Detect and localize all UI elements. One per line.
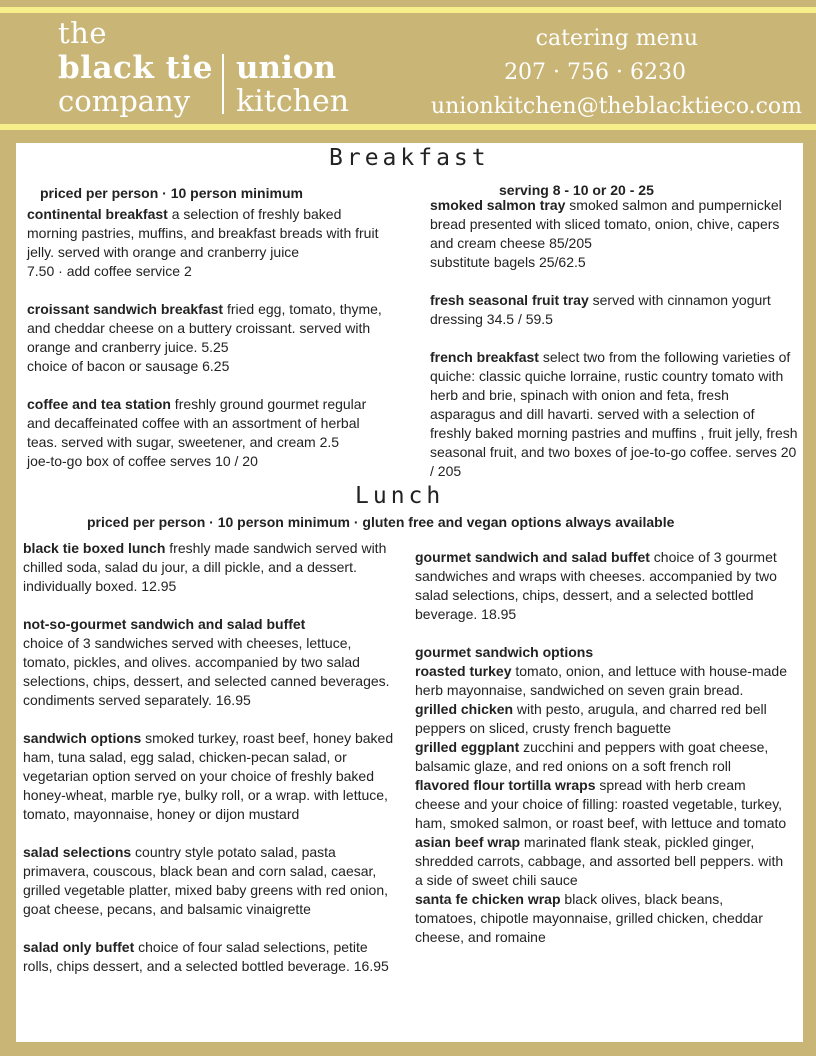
menu-item-desc: zucchini and peppers with goat cheese, balsamic glaze, and red onions on a soft french roll <box>415 739 769 774</box>
menu-item <box>430 196 798 272</box>
menu-item-desc: choice of 3 sandwiches served with cheeses, lettuce, tomato, pickles, and olives. accompanied by two salad selections, chips, dessert, and selected canned beverages. condiments served separately. 16.95 <box>23 635 390 708</box>
menu-item-name: grilled chicken <box>415 701 514 717</box>
lunch-title: Lunch <box>355 483 445 509</box>
menu-item-name: sandwich options <box>23 730 142 746</box>
menu-item-desc: smoked salmon and pumpernickel bread presented with sliced tomato, onion, chive, capers and cream cheese 85/205 <box>430 197 782 251</box>
menu-item-name: coffee and tea station <box>27 396 171 412</box>
header-bottom-stripe <box>0 124 816 130</box>
logo-kitchen: kitchen <box>236 84 350 119</box>
lunch-pricing-note: priced per person · 10 person minimum · gluten free and vegan options always available <box>87 514 675 530</box>
catering-menu-label: catering menu <box>535 26 698 51</box>
menu-item-name: french breakfast <box>430 349 539 365</box>
lunch-left-column <box>23 539 395 995</box>
menu-item <box>27 395 387 471</box>
menu-item <box>415 548 787 624</box>
menu-item-name: salad only buffet <box>23 939 135 955</box>
menu-item-desc: choice of 3 gourmet sandwiches and wraps with cheeses. accompanied by two salad selections, chips, dessert, and a selected bottled beverage. 18.95 <box>415 549 777 622</box>
menu-item-name: salad selections <box>23 844 132 860</box>
logo-black-tie: black tie <box>58 50 214 86</box>
logo-company: company <box>58 84 191 118</box>
menu-item-desc: select two from the following varieties of quiche: classic quiche lorraine, rustic country tomato with herb and brie, spinach with onion and feta, fresh asparagus and dill havarti. served with a selection of freshly baked morning pastries and muffins , fruit jelly, fresh seasonal fruit, and two boxes of joe-to-go coffee. serves 20 / 205 <box>430 349 798 479</box>
menu-item <box>415 890 787 947</box>
menu-item-name: flavored flour tortilla wraps <box>415 777 596 793</box>
menu-item-name: smoked salmon tray <box>430 197 566 213</box>
breakfast-title: Breakfast <box>329 145 490 171</box>
menu-item-desc: fried egg, tomato, thyme, and cheddar cheese on a buttery croissant. served with orange and cranberry juice. 5.25 <box>27 301 382 355</box>
menu-item-name: gourmet sandwich and salad buffet <box>415 549 650 565</box>
menu-item-desc: tomato, onion, and lettuce with house-made herb mayonnaise, sandwiched on seven grain bread. <box>415 663 787 698</box>
menu-item-name: croissant sandwich breakfast <box>27 301 224 317</box>
menu-item <box>415 776 787 833</box>
menu-item <box>23 843 395 919</box>
phone-number: 207 · 756 · 6230 <box>504 60 686 85</box>
logo-divider <box>222 54 224 114</box>
menu-item-desc: country style potato salad, pasta primavera, couscous, black bean and corn salad, caesar, grilled vegetable platter, mixed baby greens with red onion, goat cheese, pecans, and balsamic vinaigrette <box>23 844 388 917</box>
menu-panel <box>16 143 803 1042</box>
gourmet-options-list <box>415 643 787 947</box>
menu-item <box>430 291 798 329</box>
menu-item <box>415 738 787 776</box>
menu-item <box>23 938 395 976</box>
lunch-right-column <box>415 548 787 947</box>
menu-item-name: roasted turkey <box>415 663 512 679</box>
top-stripe <box>0 7 816 13</box>
menu-item-name: black tie boxed lunch <box>23 540 166 556</box>
menu-item <box>415 700 787 738</box>
menu-item-desc: served with cinnamon yogurt dressing 34.5 / 59.5 <box>430 292 771 327</box>
menu-item-desc: choice of four salad selections, petite rolls, chips dessert, and a selected bottled beverage. 16.95 <box>23 939 389 974</box>
menu-item <box>430 348 798 481</box>
menu-item-desc: black olives, black beans, tomatoes, chipotle mayonnaise, grilled chicken, cheddar cheese, and romaine <box>415 891 763 945</box>
breakfast-right-column <box>430 196 798 500</box>
menu-item-desc: with pesto, arugula, and charred red bell peppers on sliced, crusty french baguette <box>415 701 767 736</box>
menu-item <box>23 729 395 824</box>
menu-item-name: grilled eggplant <box>415 739 520 755</box>
menu-item <box>415 833 787 890</box>
menu-item-desc: spread with herb cream cheese and your choice of filling: roasted vegetable, turkey, ham, smoked salmon, or roast beef, with lettuce and tomato <box>415 777 787 831</box>
breakfast-left-column <box>27 205 387 490</box>
menu-item <box>27 205 387 281</box>
menu-item-desc: a selection of freshly baked morning pastries, muffins, and breakfast breads with fruit jelly. served with orange and cranberry juice <box>27 206 379 260</box>
logo-union: union <box>236 50 337 86</box>
breakfast-pricing-note: priced per person · 10 person minimum <box>40 185 303 201</box>
menu-item <box>27 300 387 376</box>
menu-item-extra: choice of bacon or sausage 6.25 <box>27 358 230 374</box>
menu-item-desc: marinated flank steak, pickled ginger, shredded carrots, cabbage, and assorted bell peppers. with a side of sweet chili sauce <box>415 834 784 888</box>
menu-item-extra: joe-to-go box of coffee serves 10 / 20 <box>27 453 258 469</box>
menu-item-desc: freshly made sandwich served with chilled soda, salad du jour, a dill pickle, and a dessert. individually boxed. 12.95 <box>23 540 387 594</box>
email-address: unionkitchen@theblacktieco.com <box>430 94 802 119</box>
menu-item-name: continental breakfast <box>27 206 168 222</box>
menu-item-name: asian beef wrap <box>415 834 521 850</box>
menu-item <box>23 539 395 596</box>
menu-item <box>23 615 395 710</box>
breakfast-serving-note: serving 8 - 10 or 20 - 25 <box>499 182 654 198</box>
logo-the: the <box>58 16 107 50</box>
menu-item-desc: freshly ground gourmet regular and decaffeinated coffee with an assortment of herbal teas. served with sugar, sweetener, and cream 2.5 <box>27 396 367 450</box>
menu-item-name: santa fe chicken wrap <box>415 891 561 907</box>
menu-item-extra: 7.50 · add coffee service 2 <box>27 263 192 279</box>
menu-item-extra: substitute bagels 25/62.5 <box>430 254 586 270</box>
menu-item-name: fresh seasonal fruit tray <box>430 292 589 308</box>
menu-item-desc: smoked turkey, roast beef, honey baked ham, tuna salad, egg salad, chicken-pecan salad, or vegetarian option served on your choice of freshly baked honey-wheat, marble rye, bulky roll, or a wrap. with lettuce, tomato, mayonnaise, honey or dijon mustard <box>23 730 394 822</box>
menu-item-name: not-so-gourmet sandwich and salad buffet <box>23 616 306 632</box>
menu-item <box>415 662 787 700</box>
gourmet-options-title: gourmet sandwich options <box>415 644 594 660</box>
